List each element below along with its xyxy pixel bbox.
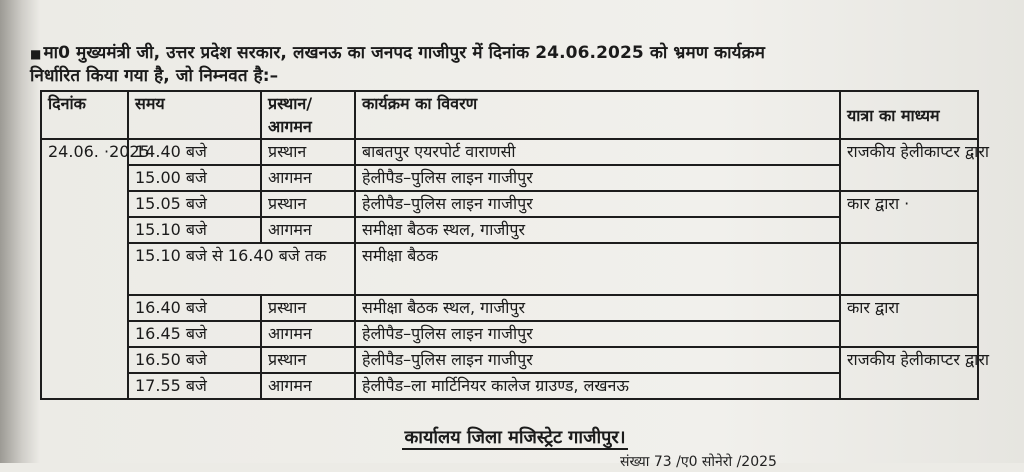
time-cell: 17.55 बजे [128, 373, 261, 399]
travel-mode-cell: कार द्वारा · [840, 191, 978, 243]
table-row [41, 295, 978, 321]
time-cell: 14.40 बजे [128, 139, 261, 165]
description-cell: समीक्षा बैठक [355, 243, 840, 295]
direction-cell: प्रस्थान [261, 347, 355, 373]
header-travel-mode: यात्रा का माध्यम [840, 91, 978, 139]
description-cell: समीक्षा बैठक स्थल, गाजीपुर [355, 217, 840, 243]
intro-paragraph [30, 42, 1020, 87]
time-range-cell: 15.10 बजे से 16.40 बजे तक [128, 243, 355, 295]
time-cell: 15.00 बजे [128, 165, 261, 191]
time-cell: 16.50 बजे [128, 347, 261, 373]
description-cell: समीक्षा बैठक स्थल, गाजीपुर [355, 295, 840, 321]
description-cell: हेलीपैड–पुलिस लाइन गाजीपुर [355, 321, 840, 347]
intro-line-1-text: मा0 मुख्यमंत्री जी, उत्तर प्रदेश सरकार, लखनऊ का जनपद गाजीपुर में दिनांक 24.06.2025 को भ्रमण कार्यक्रम [43, 43, 766, 63]
travel-mode-cell: राजकीय हेलीकाप्टर द्वारा [840, 347, 978, 399]
date-cell: 24.06. ·2025 [41, 139, 128, 399]
office-name: कार्यालय जिला मजिस्ट्रेट गाजीपुर। [404, 427, 626, 448]
table-row [41, 321, 978, 347]
direction-cell: आगमन [261, 373, 355, 399]
direction-cell: आगमन [261, 217, 355, 243]
header-direction: प्रस्थान/ आगमन [261, 91, 355, 139]
header-date: दिनांक [41, 91, 128, 139]
time-cell: 15.10 बजे [128, 217, 261, 243]
header-time: समय [128, 91, 261, 139]
table-row [41, 139, 978, 165]
table-row [41, 165, 978, 191]
direction-cell: प्रस्थान [261, 295, 355, 321]
bullet-icon: ■ [30, 47, 42, 61]
description-cell: हेलीपैड–पुलिस लाइन गाजीपुर [355, 165, 840, 191]
table-row [41, 347, 978, 373]
time-cell: 16.40 बजे [128, 295, 261, 321]
schedule-table [40, 90, 990, 400]
description-cell: हेलीपैड–पुलिस लाइन गाजीपुर [355, 347, 840, 373]
intro-line-2: निर्धारित किया गया है, जो निम्नवत है:– [30, 66, 279, 86]
intro-line-1 [30, 42, 1020, 65]
reference-number-line: संख्या 73 /ए0 सोनेरो /2025 [620, 454, 777, 470]
description-cell: हेलीपैड–ला मार्टिनियर कालेज ग्राउण्ड, लखनऊ [355, 373, 840, 399]
description-cell: हेलीपैड–पुलिस लाइन गाजीपुर [355, 191, 840, 217]
travel-mode-cell: कार द्वारा [840, 295, 978, 347]
table-row [41, 373, 978, 399]
direction-cell: प्रस्थान [261, 139, 355, 165]
office-footer [0, 425, 1024, 449]
direction-cell: आगमन [261, 321, 355, 347]
table-row [41, 243, 978, 295]
direction-cell: प्रस्थान [261, 191, 355, 217]
table-row [41, 191, 978, 217]
table-row [41, 217, 978, 243]
time-cell: 15.05 बजे [128, 191, 261, 217]
direction-cell: आगमन [261, 165, 355, 191]
table-header-row [41, 91, 978, 139]
description-cell: बाबतपुर एयरपोर्ट वाराणसी [355, 139, 840, 165]
header-description: कार्यक्रम का विवरण [355, 91, 840, 139]
travel-mode-cell [840, 243, 978, 295]
travel-mode-cell: राजकीय हेलीकाप्टर द्वारा [840, 139, 978, 191]
time-cell: 16.45 बजे [128, 321, 261, 347]
